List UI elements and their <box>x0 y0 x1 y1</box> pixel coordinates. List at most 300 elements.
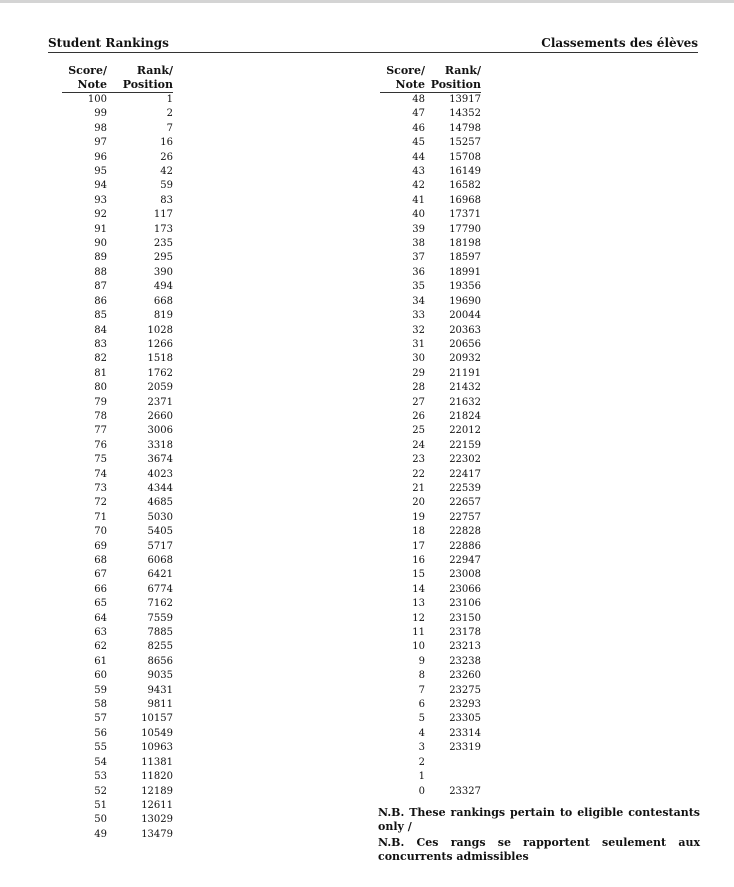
rank-cell: 23319 <box>449 742 481 754</box>
score-cell: 39 <box>412 223 425 235</box>
table-row <box>380 295 481 309</box>
score-cell: 8 <box>418 670 425 682</box>
table-row <box>380 540 481 554</box>
table-row <box>62 612 173 626</box>
table-row <box>380 439 481 453</box>
table-row <box>62 93 173 108</box>
rank-cell: 11820 <box>141 771 173 783</box>
table-row <box>380 309 481 323</box>
score-cell: 15 <box>412 569 425 581</box>
rank-cell: 14352 <box>449 108 481 120</box>
score-cell: 55 <box>94 742 107 754</box>
rank-cell: 20656 <box>449 338 481 350</box>
score-cell: 89 <box>94 252 107 264</box>
rank-cell: 20932 <box>449 353 481 365</box>
table-row <box>62 698 173 712</box>
table-row <box>380 381 481 395</box>
table-row <box>62 741 173 755</box>
table-row <box>62 237 173 251</box>
score-header: Score/ <box>386 64 425 77</box>
score-cell: 64 <box>94 612 107 624</box>
score-cell: 25 <box>412 425 425 437</box>
table-row <box>62 511 173 525</box>
table-row <box>62 396 173 410</box>
score-cell: 99 <box>94 108 107 120</box>
score-cell: 0 <box>418 785 425 797</box>
score-cell: 41 <box>412 194 425 206</box>
rank-cell: 16582 <box>449 180 481 192</box>
score-cell: 59 <box>94 684 107 696</box>
table-row <box>380 93 481 108</box>
table-row <box>62 122 173 136</box>
rank-cell: 3318 <box>147 439 173 451</box>
rank-cell: 1266 <box>147 338 173 350</box>
rank-cell: 10963 <box>141 742 173 754</box>
table-row <box>62 194 173 208</box>
score-cell: 66 <box>94 583 107 595</box>
score-cell: 76 <box>94 439 107 451</box>
score-cell: 32 <box>412 324 425 336</box>
rank-cell: 173 <box>153 223 173 235</box>
score-cell: 72 <box>94 497 107 509</box>
rank-cell: 22159 <box>449 439 481 451</box>
rank-cell: 23150 <box>449 612 481 624</box>
score-cell: 96 <box>94 151 107 163</box>
rank-cell: 5405 <box>147 526 173 538</box>
table-row <box>62 453 173 467</box>
rank-cell: 18991 <box>449 266 481 278</box>
table-row <box>380 741 481 755</box>
rank-cell <box>425 756 481 770</box>
rank-cell: 20363 <box>449 324 481 336</box>
table-row <box>380 165 481 179</box>
rank-cell: 22828 <box>449 526 481 538</box>
table-row <box>62 626 173 640</box>
page-title-english: Student Rankings <box>48 36 169 50</box>
rank-cell: 42 <box>160 166 173 178</box>
score-header-sub: Note <box>62 78 107 93</box>
rank-cell: 21432 <box>449 382 481 394</box>
table-row <box>62 597 173 611</box>
score-cell: 10 <box>412 641 425 653</box>
rank-cell: 11381 <box>141 756 173 768</box>
score-cell: 2 <box>418 756 425 768</box>
score-cell: 60 <box>94 670 107 682</box>
table-row <box>380 122 481 136</box>
score-cell: 90 <box>94 238 107 250</box>
table-row <box>380 568 481 582</box>
score-cell: 31 <box>412 338 425 350</box>
rank-cell: 10157 <box>141 713 173 725</box>
score-cell: 82 <box>94 353 107 365</box>
rank-cell: 6068 <box>147 555 173 566</box>
table-row <box>380 107 481 121</box>
rank-cell: 8656 <box>147 655 173 667</box>
rank-cell: 4344 <box>147 482 173 494</box>
table-row <box>380 712 481 726</box>
table-row <box>380 684 481 698</box>
rank-cell: 117 <box>153 209 173 221</box>
score-cell: 65 <box>94 598 107 610</box>
table-row <box>62 540 173 554</box>
rank-cell: 21632 <box>449 396 481 408</box>
table-row <box>62 151 173 165</box>
score-cell: 87 <box>94 281 107 293</box>
score-cell: 54 <box>94 756 107 768</box>
table-row <box>62 179 173 193</box>
table-row <box>380 251 481 265</box>
table-row <box>62 770 173 784</box>
rank-cell: 13917 <box>449 94 481 105</box>
rank-cell: 494 <box>153 281 173 293</box>
score-cell: 53 <box>94 771 107 783</box>
score-cell: 1 <box>418 771 425 783</box>
rank-cell: 18597 <box>449 252 481 264</box>
table-row <box>62 525 173 539</box>
table-row <box>380 496 481 510</box>
score-cell: 71 <box>94 511 107 523</box>
table-row <box>380 612 481 626</box>
rank-cell: 23260 <box>449 670 481 682</box>
score-cell: 50 <box>94 814 107 826</box>
rank-cell: 23066 <box>449 583 481 595</box>
score-cell: 78 <box>94 410 107 422</box>
rank-cell: 3674 <box>147 454 173 466</box>
table-row <box>62 583 173 597</box>
rank-cell: 12611 <box>141 799 173 811</box>
table-row <box>380 785 481 799</box>
table-row <box>62 107 173 121</box>
table-row <box>62 828 173 842</box>
score-cell: 4 <box>418 727 425 739</box>
rank-cell: 2059 <box>147 382 173 394</box>
score-cell: 52 <box>94 785 107 797</box>
table-row <box>380 410 481 424</box>
score-cell: 22 <box>412 468 425 480</box>
table-row <box>62 352 173 366</box>
score-cell: 21 <box>412 482 425 494</box>
table-row <box>62 655 173 669</box>
score-cell: 88 <box>94 266 107 278</box>
table-row <box>62 280 173 294</box>
rank-cell: 23008 <box>449 569 481 581</box>
rank-cell: 23178 <box>449 627 481 639</box>
score-cell: 43 <box>412 166 425 178</box>
rank-cell: 19690 <box>449 295 481 307</box>
score-cell: 74 <box>94 468 107 480</box>
table-row <box>62 136 173 150</box>
rank-header: Rank/ <box>136 64 173 77</box>
table-row <box>62 309 173 323</box>
score-cell: 26 <box>412 410 425 422</box>
table-row <box>380 424 481 438</box>
rankings-table-right <box>380 64 481 799</box>
table-row <box>380 756 481 770</box>
table-row <box>62 295 173 309</box>
score-cell: 81 <box>94 367 107 379</box>
table-row <box>380 468 481 482</box>
rank-cell: 2660 <box>147 410 173 422</box>
table-row <box>62 251 173 265</box>
score-cell: 14 <box>412 583 425 595</box>
table-row <box>62 813 173 827</box>
rank-cell <box>425 770 481 784</box>
rank-cell: 15257 <box>449 137 481 149</box>
table-row <box>380 280 481 294</box>
score-cell: 20 <box>412 497 425 509</box>
score-cell: 93 <box>94 194 107 206</box>
score-cell: 84 <box>94 324 107 336</box>
rank-cell: 18198 <box>449 238 481 250</box>
rank-cell: 1762 <box>147 367 173 379</box>
table-row <box>62 568 173 582</box>
score-cell: 35 <box>412 281 425 293</box>
score-cell: 17 <box>412 540 425 552</box>
table-row <box>380 266 481 280</box>
rank-cell: 59 <box>160 180 173 192</box>
rank-cell: 10549 <box>141 727 173 739</box>
score-cell: 40 <box>412 209 425 221</box>
table-row <box>380 640 481 654</box>
score-cell: 58 <box>94 699 107 711</box>
score-cell: 42 <box>412 180 425 192</box>
rank-cell: 15708 <box>449 151 481 163</box>
rank-header-sub: Position <box>107 78 173 93</box>
table-row <box>62 266 173 280</box>
rank-cell: 22539 <box>449 482 481 494</box>
page-title-french: Classements des élèves <box>541 36 698 50</box>
score-cell: 51 <box>94 799 107 811</box>
score-cell: 57 <box>94 713 107 725</box>
rank-cell: 4685 <box>147 497 173 509</box>
rank-cell: 1518 <box>147 353 173 365</box>
score-cell: 48 <box>412 94 425 105</box>
rank-cell: 7 <box>166 122 173 134</box>
score-cell: 69 <box>94 540 107 552</box>
rank-cell: 5030 <box>147 511 173 523</box>
rank-cell: 22757 <box>449 511 481 523</box>
table-row <box>62 223 173 237</box>
score-cell: 98 <box>94 122 107 134</box>
table-row <box>380 597 481 611</box>
table-row <box>62 727 173 741</box>
score-cell: 27 <box>412 396 425 408</box>
table-row <box>62 468 173 482</box>
rank-cell: 9811 <box>147 699 173 711</box>
note-french: N.B. Ces rangs se rapportent seulement aux concurrents admissibles <box>378 836 700 863</box>
table-row <box>380 482 481 496</box>
rank-cell: 23238 <box>449 655 481 667</box>
table-row <box>62 799 173 813</box>
rank-cell: 8255 <box>147 641 173 653</box>
rank-cell: 22302 <box>449 454 481 466</box>
top-border <box>0 0 734 3</box>
table-row <box>380 698 481 712</box>
score-cell: 38 <box>412 238 425 250</box>
rank-cell: 6774 <box>147 583 173 595</box>
rank-cell: 23314 <box>449 727 481 739</box>
table-row <box>380 136 481 150</box>
rank-cell: 20044 <box>449 310 481 322</box>
rank-cell: 16968 <box>449 194 481 206</box>
score-header-sub: Note <box>380 78 425 93</box>
rank-cell: 16 <box>160 137 173 149</box>
score-header: Score/ <box>68 64 107 77</box>
score-cell: 68 <box>94 555 107 566</box>
table-row <box>62 338 173 352</box>
score-cell: 5 <box>418 713 425 725</box>
score-cell: 18 <box>412 526 425 538</box>
score-cell: 79 <box>94 396 107 408</box>
table-row <box>62 208 173 222</box>
table-row <box>380 352 481 366</box>
table-row <box>62 684 173 698</box>
score-cell: 12 <box>412 612 425 624</box>
eligibility-note <box>378 806 700 866</box>
score-cell: 63 <box>94 627 107 639</box>
score-cell: 94 <box>94 180 107 192</box>
rank-cell: 23327 <box>449 785 481 797</box>
score-cell: 80 <box>94 382 107 394</box>
rank-cell: 23293 <box>449 699 481 711</box>
score-cell: 67 <box>94 569 107 581</box>
rank-cell: 22886 <box>449 540 481 552</box>
score-cell: 33 <box>412 310 425 322</box>
rank-cell: 14798 <box>449 122 481 134</box>
rank-cell: 13029 <box>141 814 173 826</box>
rank-cell: 2371 <box>147 396 173 408</box>
rank-cell: 12189 <box>141 785 173 797</box>
rank-cell: 2 <box>166 108 173 120</box>
rankings-table-left <box>62 64 173 842</box>
rank-cell: 7885 <box>147 627 173 639</box>
score-cell: 73 <box>94 482 107 494</box>
score-cell: 86 <box>94 295 107 307</box>
rank-header-sub: Position <box>425 78 481 93</box>
score-cell: 92 <box>94 209 107 221</box>
table-row <box>380 525 481 539</box>
table-row <box>62 554 173 568</box>
header-rule <box>48 52 698 53</box>
rank-cell: 22012 <box>449 425 481 437</box>
score-cell: 49 <box>94 828 107 840</box>
score-cell: 70 <box>94 526 107 538</box>
rank-cell: 390 <box>153 266 173 278</box>
rank-cell: 9431 <box>147 684 173 696</box>
score-cell: 77 <box>94 425 107 437</box>
score-cell: 11 <box>412 627 425 639</box>
table-row <box>380 367 481 381</box>
table-row <box>380 151 481 165</box>
rank-cell: 6421 <box>147 569 173 581</box>
rank-cell: 23213 <box>449 641 481 653</box>
table-row <box>380 237 481 251</box>
rank-cell: 819 <box>153 310 173 322</box>
score-cell: 85 <box>94 310 107 322</box>
score-cell: 28 <box>412 382 425 394</box>
table-row <box>62 367 173 381</box>
score-cell: 9 <box>418 655 425 667</box>
rank-cell: 22947 <box>449 555 481 566</box>
score-cell: 3 <box>418 742 425 754</box>
score-cell: 62 <box>94 641 107 653</box>
table-row <box>380 179 481 193</box>
rank-cell: 23305 <box>449 713 481 725</box>
score-cell: 23 <box>412 454 425 466</box>
score-cell: 61 <box>94 655 107 667</box>
table-row <box>380 554 481 568</box>
table-row <box>380 338 481 352</box>
score-cell: 36 <box>412 266 425 278</box>
score-cell: 45 <box>412 137 425 149</box>
rank-cell: 21824 <box>449 410 481 422</box>
table-row <box>62 439 173 453</box>
score-cell: 91 <box>94 223 107 235</box>
table-row <box>62 165 173 179</box>
rank-cell: 16149 <box>449 166 481 178</box>
table-row <box>380 669 481 683</box>
rank-cell: 17790 <box>449 223 481 235</box>
score-cell: 7 <box>418 684 425 696</box>
rank-cell: 235 <box>153 238 173 250</box>
score-cell: 6 <box>418 699 425 711</box>
note-english: N.B. These rankings pertain to eligible contestants only / <box>378 806 700 833</box>
table-row <box>380 453 481 467</box>
score-cell: 83 <box>94 338 107 350</box>
score-cell: 46 <box>412 122 425 134</box>
table-row <box>62 712 173 726</box>
rank-cell: 1028 <box>147 324 173 336</box>
rank-cell: 3006 <box>147 425 173 437</box>
score-cell: 19 <box>412 511 425 523</box>
table-row <box>380 655 481 669</box>
score-cell: 56 <box>94 727 107 739</box>
table-row <box>380 223 481 237</box>
table-row <box>380 583 481 597</box>
rank-cell: 22417 <box>449 468 481 480</box>
rank-cell: 4023 <box>147 468 173 480</box>
table-row <box>380 727 481 741</box>
table-row <box>380 324 481 338</box>
score-cell: 30 <box>412 353 425 365</box>
table-row <box>62 410 173 424</box>
table-row <box>62 381 173 395</box>
rank-cell: 23275 <box>449 684 481 696</box>
table-row <box>62 496 173 510</box>
score-cell: 13 <box>412 598 425 610</box>
score-cell: 44 <box>412 151 425 163</box>
table-row <box>380 194 481 208</box>
rank-cell: 19356 <box>449 281 481 293</box>
score-cell: 75 <box>94 454 107 466</box>
table-row <box>62 785 173 799</box>
rank-cell: 17371 <box>449 209 481 221</box>
rank-cell: 1 <box>166 94 173 105</box>
table-row <box>380 770 481 784</box>
rank-cell: 26 <box>160 151 173 163</box>
score-cell: 100 <box>87 94 107 105</box>
rank-cell: 23106 <box>449 598 481 610</box>
rank-cell: 5717 <box>147 540 173 552</box>
rank-cell: 7559 <box>147 612 173 624</box>
table-row <box>62 640 173 654</box>
score-cell: 29 <box>412 367 425 379</box>
rank-cell: 7162 <box>147 598 173 610</box>
table-row <box>62 482 173 496</box>
score-cell: 24 <box>412 439 425 451</box>
score-cell: 16 <box>412 555 425 566</box>
rank-header: Rank/ <box>444 64 481 77</box>
